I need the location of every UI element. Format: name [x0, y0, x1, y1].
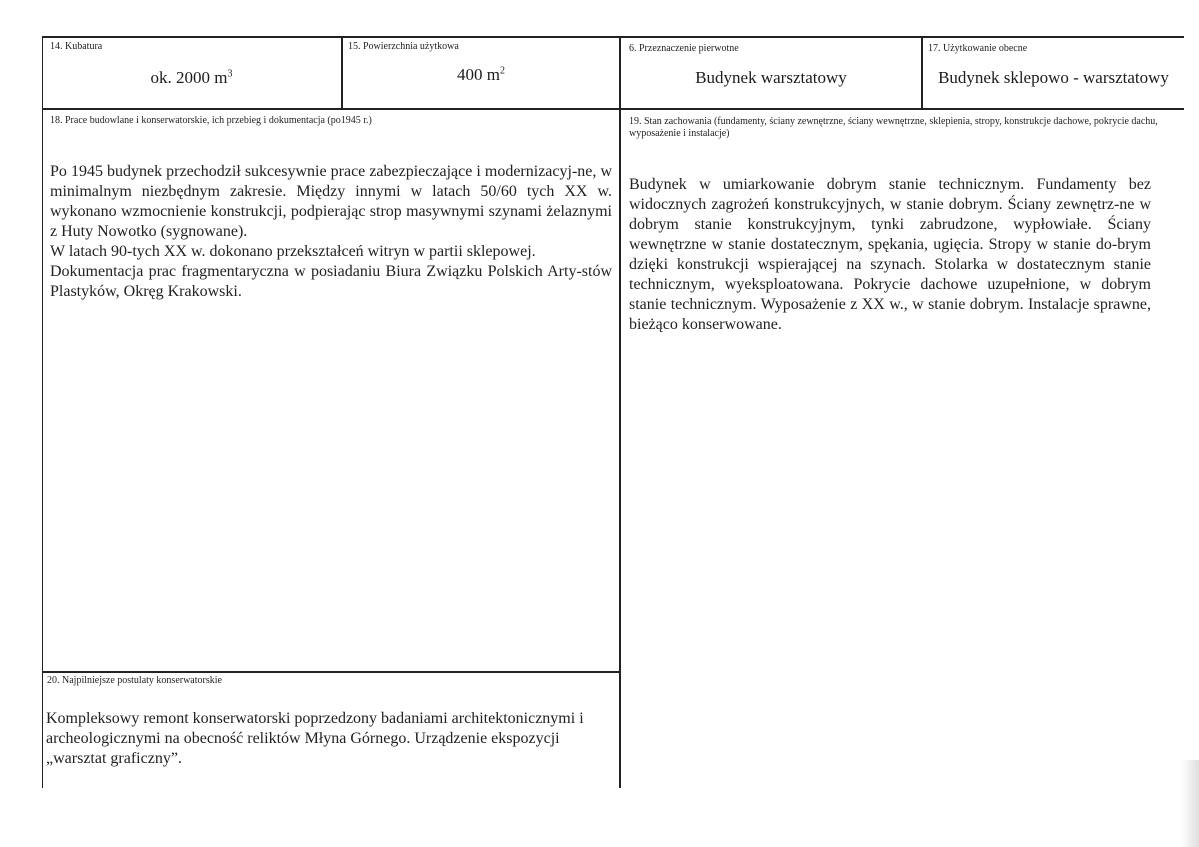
prace-paragraph-3: Dokumentacja prac fragmentaryczna w posiadaniu Biura Związku Polskich Arty-stów Plastyków, Okręg Krakowski.: [50, 263, 612, 300]
powierzchnia-exponent: 2: [499, 65, 505, 77]
przeznaczenie-value: Budynek warsztatowy: [695, 68, 847, 87]
postulaty-top-rule: [42, 671, 620, 673]
postulaty-text: Kompleksowy remont konserwatorski poprzedzony badaniami architektonicznymi i archeologicznymi na obecność reliktów Młyna Górnego. Urządzenie ekspozycji „warsztat graficzny”.: [46, 710, 584, 767]
powierzchnia-label: 15. Powierzchnia użytkowa: [348, 41, 459, 52]
powierzchnia-value-text: 400 m: [457, 65, 500, 84]
kubatura-value-text: ok. 2000 m: [150, 68, 228, 87]
przeznaczenie-label: 6. Przeznaczenie pierwotne: [629, 43, 739, 54]
uzytkowanie-label: 17. Użytkowanie obecne: [928, 43, 1028, 54]
center-divider-rule: [619, 36, 621, 788]
prace-label: 18. Prace budowlane i konserwatorskie, ich przebieg i dokumentacja (po1945 r.): [50, 115, 372, 126]
stan-label: 19. Stan zachowania (fundamenty, ściany zewnętrzne, ściany wewnętrzne, sklepienia, stropy, konstrukcje dachowe, pokrycie dachu, wyposażenie i instalacje): [629, 116, 1158, 139]
prace-paragraph-1: Po 1945 budynek przechodził sukcesywnie prace zabezpieczające i modernizacyj-ne, w minimalnym niezbędnym zakresie. Między innymi w latach 50/60 tych XX w. wykonano wzmocnienie konstrukcji, podpierając strop masywnymi szynami żelaznymi z Huty Nowotko (sygnowane).: [50, 163, 612, 240]
left-border-rule: [42, 36, 43, 788]
postulaty-label: 20. Najpilniejsze postulaty konserwatorskie: [47, 675, 222, 686]
uzytkowanie-value: Budynek sklepowo - warsztatowy: [938, 68, 1169, 87]
prace-paragraph-2: W latach 90-tych XX w. dokonano przekształceń witryn w partii sklepowej.: [50, 243, 536, 260]
row1-bottom-rule: [42, 108, 1184, 110]
kubatura-exponent: 3: [227, 68, 233, 80]
top-rule: [42, 36, 1184, 38]
kubatura-label: 14. Kubatura: [50, 41, 103, 52]
prace-text: [50, 162, 612, 302]
powierzchnia-value: [343, 65, 619, 85]
page-edge-shadow: [1181, 760, 1199, 847]
kubatura-value: [42, 68, 341, 88]
stan-text: Budynek w umiarkowanie dobrym stanie technicznym. Fundamenty bez widocznych zagrożeń konstrukcyjnych, w stanie dobrym. Ściany zewnętrz-ne w dobrym stanie konstrukcyjnym, tynki zabrudzone, wypłowiałe. Ściany wewnętrzne w stanie dostatecznym, spękania, ugięcia. Stropy w stanie do-brym dzięki konstrukcji wspierającej na szynach. Stolarka w dostatecznym stanie technicznym, wyeksploatowana. Pokrycie dachowe uzupełnione, w dobrym stanie technicznym. Wyposażenie z XX w., w stanie dobrym. Instalacje sprawne, bieżąco konserwowane.: [629, 176, 1151, 333]
